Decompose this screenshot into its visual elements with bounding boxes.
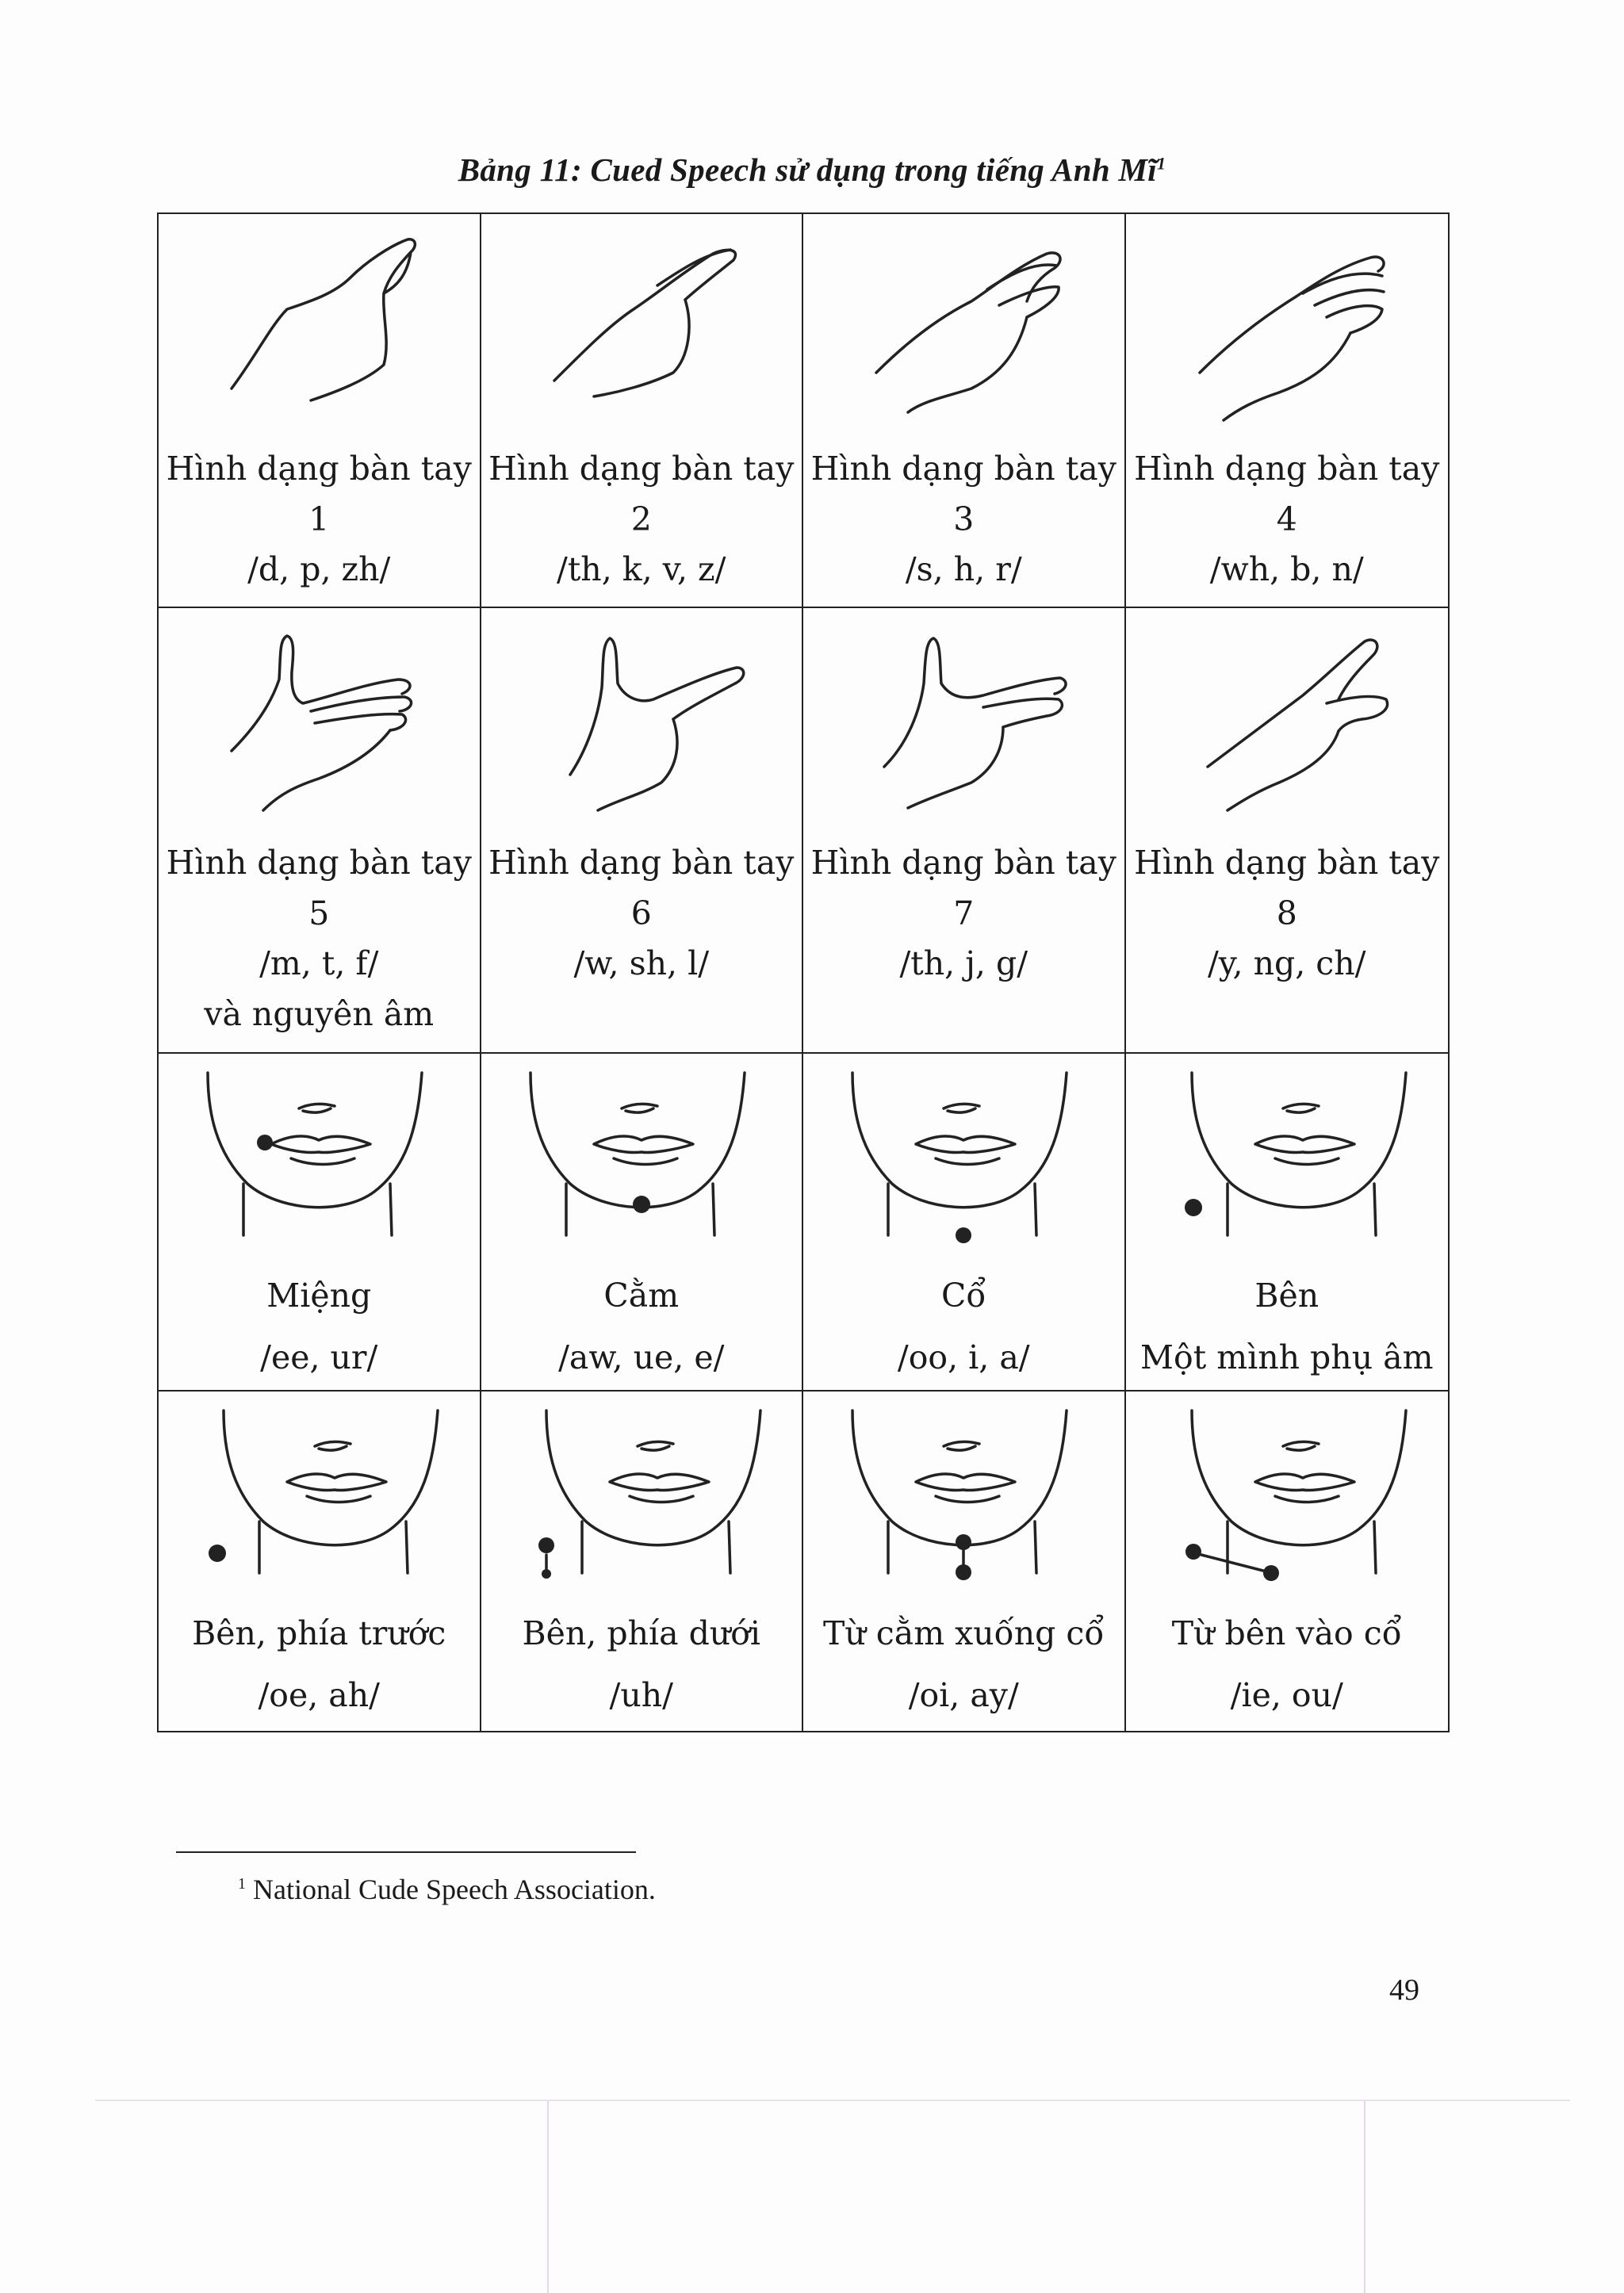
page-number: 49 [1389, 1973, 1419, 2007]
handshape-2-icon [523, 230, 760, 436]
page-edge-line [95, 2100, 1570, 2101]
handshape-1-icon [200, 230, 438, 436]
table-cell: Hình dạng bàn tay 1 /d, p, zh/ [159, 214, 481, 608]
handshape-6-icon [523, 624, 760, 830]
scan-artifact-line [547, 2101, 549, 2293]
table-cell: Từ bên vào cổ /ie, ou/ [1126, 1391, 1449, 1731]
face-side-to-throat-icon [1152, 1403, 1422, 1601]
table-cell: Bên, phía dưới /uh/ [481, 1391, 804, 1731]
table-cell: Bên Một mình phụ âm [1126, 1054, 1449, 1391]
table-title: Bảng 11: Cued Speech sử dụng trong tiếng Anh $Mĩ^1$ [458, 151, 1166, 188]
table-cell: Hình dạng bàn tay 4 /wh, b, n/ [1126, 214, 1449, 608]
handshape-4-icon [1168, 230, 1406, 436]
scan-artifact-line [1364, 2101, 1365, 2293]
face-chin-position-icon [507, 1065, 776, 1263]
table-cell: Cằm /aw, ue, e/ [481, 1054, 804, 1391]
cued-speech-table [157, 212, 1450, 1732]
table-cell: Hình dạng bàn tay 7 /th, j, g/ [803, 608, 1126, 1054]
table-cell: Miệng /ee, ur/ [159, 1054, 481, 1391]
face-chin-to-throat-icon [829, 1403, 1098, 1601]
table-cell: Cổ /oo, i, a/ [803, 1054, 1126, 1391]
table-cell: Hình dạng bàn tay 6 /w, sh, l/ [481, 608, 804, 1054]
face-mouth-position-icon [184, 1065, 454, 1263]
face-side-forward-icon [184, 1403, 454, 1601]
table-cell: Bên, phía trước /oe, ah/ [159, 1391, 481, 1731]
footnote: $^1$ National Cude Speech Association. [238, 1874, 656, 1905]
handshape-7-icon [845, 624, 1082, 830]
face-side-down-icon [507, 1403, 776, 1601]
handshape-8-icon [1168, 624, 1406, 830]
face-side-position-icon [1152, 1065, 1422, 1263]
footnote-divider [176, 1851, 636, 1853]
table-cell: Hình dạng bàn tay 8 /y, ng, ch/ [1126, 608, 1449, 1054]
face-throat-position-icon [829, 1065, 1098, 1263]
handshape-5-icon [200, 624, 438, 830]
table-cell: Hình dạng bàn tay 2 /th, k, v, z/ [481, 214, 804, 608]
handshape-3-icon [845, 230, 1082, 436]
table-cell: Từ cằm xuống cổ /oi, ay/ [803, 1391, 1126, 1731]
table-cell: Hình dạng bàn tay 3 /s, h, r/ [803, 214, 1126, 608]
table-cell: Hình dạng bàn tay 5 /m, t, f/ và nguyên âm [159, 608, 481, 1054]
